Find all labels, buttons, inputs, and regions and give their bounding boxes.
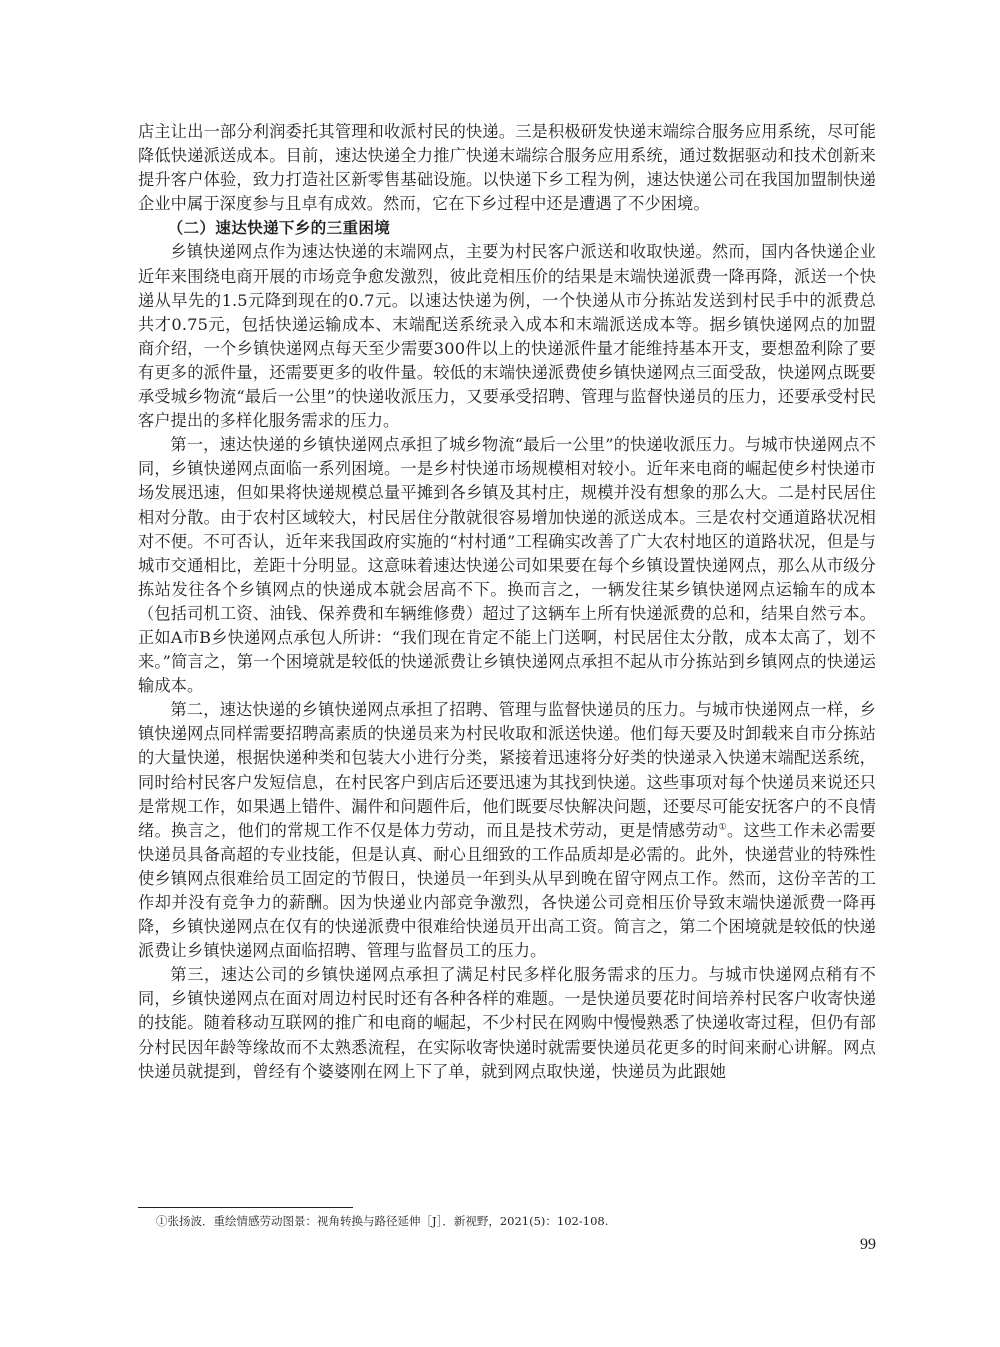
footnote-divider [138, 1207, 353, 1208]
paragraph-third-dilemma: 第三，速达公司的乡镇快递网点承担了满足村民多样化服务需求的压力。与城市快递网点稍有不同，乡镇快递网点在面对周边村民时还有各种各样的难题。一是快递员要花时间培养村民客户收寄快递的技能。随着移动互联网的推广和电商的崛起，不少村民在网购中慢慢熟悉了快递收寄过程，但仍有部分村民因年龄等缘故而不太熟悉流程，在实际收寄快递时就需要快递员花更多的时间来耐心讲解。网点快递员就提到，曾经有个婆婆刚在网上下了单，就到网点取快递，快递员为此跟她 [138, 965, 876, 1081]
paragraph-second-dilemma [138, 698, 876, 963]
paragraph-second-dilemma-part1: 第二，速达快递的乡镇快递网点承担了招聘、管理与监督快递员的压力。与城市快递网点一样，乡镇快递网点同样需要招聘高素质的快递员来为村民收取和派送快递。他们每天要及时卸载来自市分拣站的大量快递，根据快递种类和包装大小进行分类，紧接着迅速将分好类的快递录入快递末端配送系统，同时给村民客户发短信息，在村民客户到店后还要迅速为其找到快递。这些事项对每个快递员来说还只是常规工作，如果遇上错件、漏件和问题件后，他们既要尽快解决问题，还要尽可能安抚客户的不良情绪。换言之，他们的常规工作不仅是体力劳动，而且是技术劳动，更是情感劳动 [138, 700, 876, 840]
paragraph-second-dilemma-part2: 。这些工作未必需要快递员具备高超的专业技能，但是认真、耐心且细致的工作品质却是必需的。此外，快递营业的特殊性使乡镇网点很难给员工固定的节假日，快递员一年到头从早到晚在留守网点工作。然而，这份辛苦的工作却并没有竞争力的薪酬。因为快递业内部竞争激烈，各快递公司竞相压价导致末端快递派费一降再降，乡镇快递网点在仅有的快递派费中很难给快递员开出高工资。简言之，第二个困境就是较低的快递派费让乡镇快递网点面临招聘、管理与监督员工的压力。 [138, 820, 876, 961]
footnote-reference-mark: ① [718, 822, 727, 833]
paragraph-intro: 乡镇快递网点作为速达快递的末端网点，主要为村民客户派送和收取快递。然而，国内各快递企业近年来围绕电商开展的市场竞争愈发激烈，彼此竞相压价的结果是末端快递派费一降再降，派送一个快递从早先的1.5元降到现在的0.7元。以速达快递为例，一个快递从市分拣站发送到村民手中的派费总共才0.75元，包括快递运输成本、末端配送系统录入成本和末端派送成本等。据乡镇快递网点的加盟商介绍，一个乡镇快递网点每天至少需要300件以上的快递派件量才能维持基本开支，要想盈利除了要有更多的派件量，还需要更多的收件量。较低的末端快递派费使乡镇快递网点三面受敌，快递网点既要承受城乡物流“最后一公里”的快递收派压力，又要承受招聘、管理与监督快递员的压力，还要承受村民客户提出的多样化服务需求的压力。 [138, 242, 876, 431]
paragraph-first-dilemma: 第一，速达快递的乡镇快递网点承担了城乡物流“最后一公里”的快递收派压力。与城市快递网点不同，乡镇快递网点面临一系列困境。一是乡村快递市场规模相对较小。近年来电商的崛起使乡村快递市场发展迅速，但如果将快递规模总量平摊到各乡镇及其村庄，规模并没有想象的那么大。二是村民居住相对分散。由于农村区域较大，村民居住分散就很容易增加快递的派送成本。三是农村交通道路状况相对不便。不可否认，近年来我国政府实施的“村村通”工程确实改善了广大农村地区的道路状况，但是与城市交通相比，差距十分明显。这意味着速达快递公司如果要在每个乡镇设置快递网点，那么从市级分拣站发往各个乡镇网点的快递成本就会居高不下。换而言之，一辆发往某乡镇快递网点运输车的成本（包括司机工资、油钱、保养费和车辆维修费）超过了这辆车上所有快递派费的总和，结果自然亏本。正如A市B乡快递网点承包人所讲：“我们现在肯定不能上门送啊，村民居住太分散，成本太高了，划不来。”简言之，第一个困境就是较低的快递派费让乡镇快递网点承担不起从市分拣站到乡镇网点的快递运输成本。 [138, 435, 876, 696]
page-number: 99 [860, 1236, 876, 1253]
article-body [138, 120, 876, 1084]
section-heading: （二）速达快递下乡的三重困境 [167, 219, 391, 238]
footnote: ①张扬波．重绘情感劳动图景：视角转换与路径延伸［J］．新视野，2021(5)：102-108. [156, 1214, 609, 1228]
paragraph-continued: 店主让出一部分利润委托其管理和收派村民的快递。三是积极研发快递末端综合服务应用系统，尽可能降低快递派送成本。目前，速达快递全力推广快递末端综合服务应用系统，通过数据驱动和技术创新来提升客户体验，致力打造社区新零售基础设施。以快递下乡工程为例，速达快递公司在我国加盟制快递企业中属于深度参与且卓有成效。然而，它在下乡过程中还是遭遇了不少困境。 [138, 122, 876, 214]
